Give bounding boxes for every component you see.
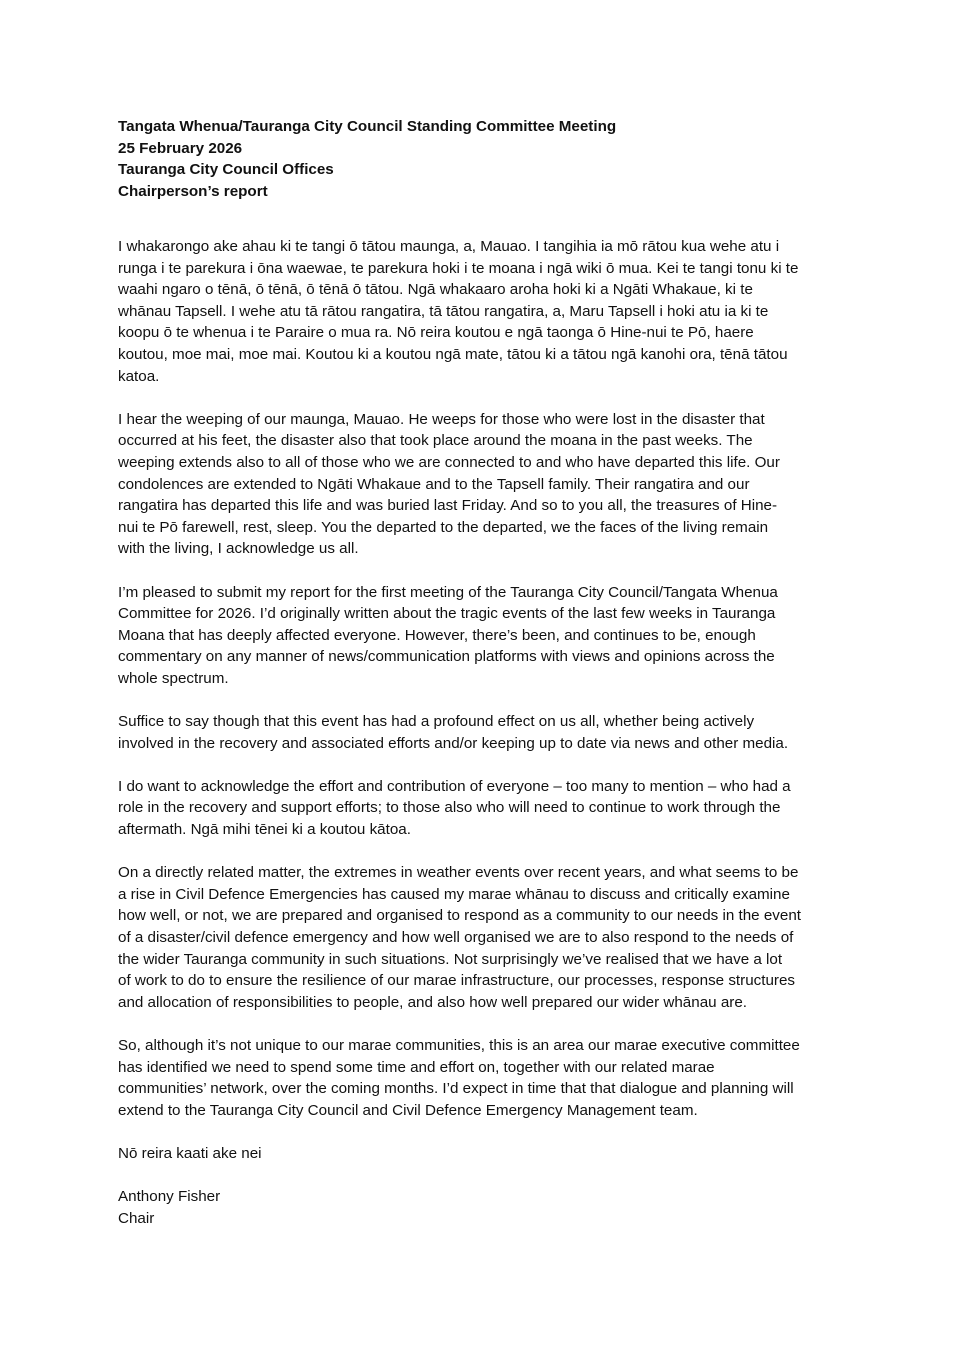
paragraph-planning: So, although it’s not unique to our marae communities, this is an area our marae executive committee has identified we need to spend some time and effort on, together with our related marae communities’ network, over the coming months. I’d expect in time that that dialogue and planning will extend to the Tauranga City Council and Civil Defence Emergency Management team.	[118, 1036, 800, 1119]
paragraph-civil-defence: On a directly related matter, the extremes in weather events over recent years, and what seems to be a rise in Civil Defence Emergencies has caused my marae whānau to discuss and critically examine how well, or not, we are prepared and organised to respond as a community to our needs in the event of a disaster/civil defence emergency and how well organised we are to also respond to the needs of the wider Tauranga community in such situations. Not surprisingly we’ve realised that we have a lot of work to do to ensure the resilience of our marae infrastructure, our processes, response structures and allocation of responsibilities to people, and also how well prepared our wider whānau are.	[118, 864, 801, 1011]
meeting-title: Tangata Whenua/Tauranga City Council Standing Committee Meeting	[118, 118, 617, 135]
signatory-title: Chair	[118, 1209, 155, 1227]
report-title: Chairperson’s report	[118, 182, 268, 200]
report-header	[118, 116, 863, 202]
paragraph-closing: Nō reira kaati ake nei	[118, 1144, 262, 1162]
meeting-venue: Tauranga City Council Offices	[118, 161, 334, 178]
signatory-name: Anthony Fisher	[118, 1188, 221, 1206]
paragraph-acknowledgement: I do want to acknowledge the effort and contribution of everyone – too many to mention – who had a role in the recovery and support efforts; to those also who will need to continue to work through the aftermath. Ngā mihi tēnei ki a koutou kātoa.	[118, 777, 791, 839]
paragraph-effect: Suffice to say though that this event has had a profound effect on us all, whether being actively involved in the recovery and associated efforts and/or keeping up to date via news and other media.	[118, 713, 789, 752]
signature-block	[118, 1186, 863, 1229]
meeting-date: 25 February 2026	[118, 139, 243, 157]
paragraph-maori-mihi: I whakarongo ake ahau ki te tangi ō tātou maunga, a, Mauao. I tangihia ia mō rātou kua wehe atu i runga i te parekura i ōna waewae, te parekura hoki i te moana i ngā wiki ō mua. Kei te tangi tonu ki te waahi ngaro o tēnā, ō tēnā, ō tēnā ō tātou. Ngā whakaaro aroha hoki ki a Ngāti Whakaue, ki te whānau Tapsell. I wehe atu tā rātou rangatira, tā tātou rangatira, a, Maru Tapsell i hoki atu ia ki te koopu ō te whenua i te Paraire o mua ra. Nō reira koutou e ngā taonga ō Hine-nui te Pō, haere koutou, moe mai, moe mai. Koutou ki a koutou ngā mate, tātou ki a tātou ngā kanohi ora, tēnā tātou katoa.	[118, 238, 799, 385]
paragraph-english-mihi: I hear the weeping of our maunga, Mauao. He weeps for those who were lost in the disaster that occurred at his feet, the disaster also that took place around the moana in the past weeks. The weeping extends also to all of those who we are connected to and who have departed this life. Our condolences are extended to Ngāti Whakaue and to the Tapsell family. Their rangatira and our rangatira has departed this life and was buried last Friday. And so to you all, the treasures of Hine- nui te Pō farewell, rest, sleep. You the departed to the departed, we the faces of the living remain with the living, I acknowledge us all.	[118, 410, 780, 558]
document-page	[118, 116, 863, 1229]
paragraph-intro: I’m pleased to submit my report for the first meeting of the Tauranga City Council/Tangata Whenua Committee for 2026. I’d originally written about the tragic events of the last few weeks in Tauranga Moana that has deeply affected everyone. However, there’s been, and continues to be, enough commentary on any manner of news/communication platforms with views and opinions across the whole spectrum.	[118, 583, 778, 687]
